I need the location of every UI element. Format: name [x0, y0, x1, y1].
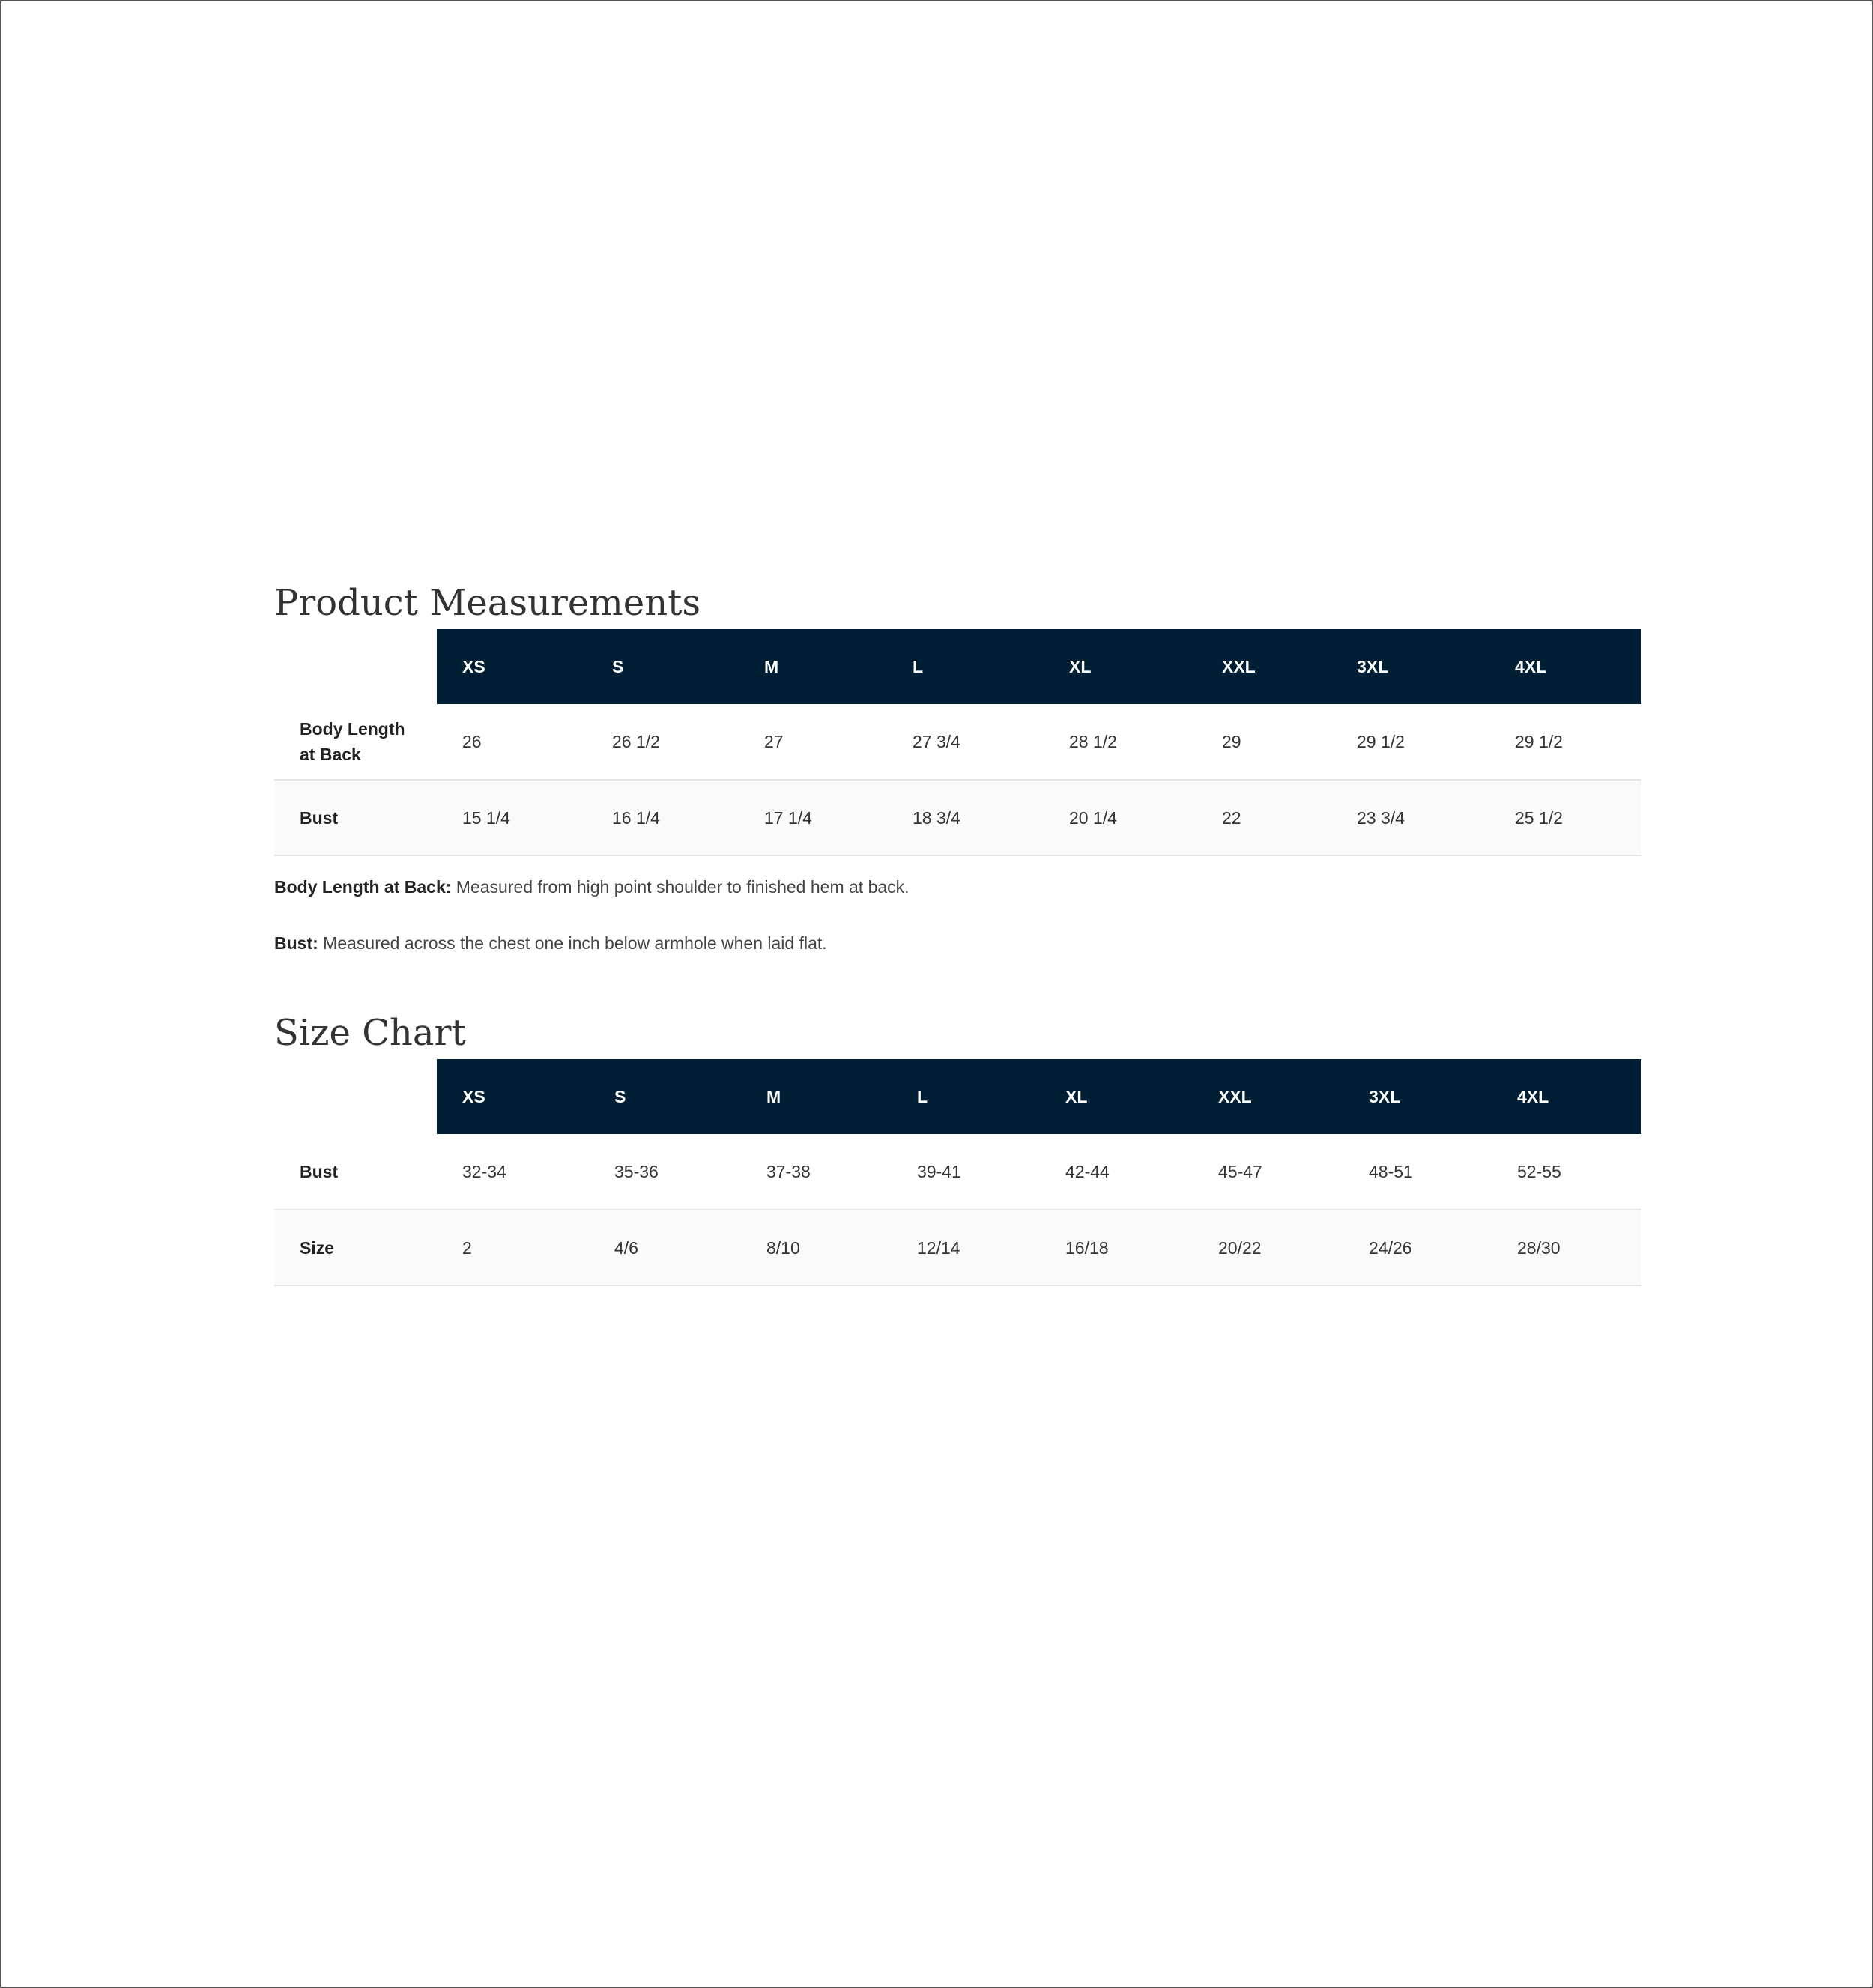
- table-cell: 28 1/2: [1044, 704, 1196, 780]
- size-header-row: [274, 629, 1641, 704]
- table-cell: 2: [437, 1210, 589, 1285]
- size-chart-table: [274, 1059, 1641, 1286]
- note-body-length: [274, 874, 1641, 900]
- size-header-s: S: [589, 1059, 741, 1134]
- size-header-row: [274, 1059, 1641, 1134]
- table-cell: 20/22: [1193, 1210, 1343, 1285]
- size-header-3xl: 3XL: [1331, 629, 1489, 704]
- product-measurements-title: Product Measurements: [274, 582, 701, 624]
- table-cell: 27 3/4: [887, 704, 1044, 780]
- table-cell: 12/14: [892, 1210, 1040, 1285]
- table-cell: 15 1/4: [437, 780, 587, 855]
- table-cell: 25 1/2: [1489, 780, 1641, 855]
- note-term: Body Length at Back:: [274, 877, 452, 897]
- table-cell: 8/10: [741, 1210, 892, 1285]
- table-cell: 23 3/4: [1331, 780, 1489, 855]
- table-cell: 48-51: [1343, 1134, 1492, 1210]
- header-corner-cell: [274, 1059, 437, 1134]
- row-label-body-length: Body Length at Back: [274, 704, 437, 780]
- table-cell: 16 1/4: [587, 780, 739, 855]
- table-cell: 35-36: [589, 1134, 741, 1210]
- size-header-s: S: [587, 629, 739, 704]
- size-header-l: L: [892, 1059, 1040, 1134]
- product-measurements-table: [274, 629, 1641, 856]
- table-cell: 39-41: [892, 1134, 1040, 1210]
- table-row: [274, 1210, 1641, 1285]
- table-cell: 20 1/4: [1044, 780, 1196, 855]
- table-cell: 29 1/2: [1331, 704, 1489, 780]
- table-cell: 27: [739, 704, 887, 780]
- size-chart-title: Size Chart: [274, 1012, 466, 1054]
- table-cell: 45-47: [1193, 1134, 1343, 1210]
- table-cell: 29: [1196, 704, 1331, 780]
- table-cell: 26 1/2: [587, 704, 739, 780]
- header-corner-cell: [274, 629, 437, 704]
- table-cell: 28/30: [1492, 1210, 1641, 1285]
- row-label-bust: Bust: [274, 1134, 437, 1210]
- table-cell: 17 1/4: [739, 780, 887, 855]
- size-header-xxl: XXL: [1196, 629, 1331, 704]
- row-label-size: Size: [274, 1210, 437, 1285]
- size-header-m: M: [741, 1059, 892, 1134]
- size-header-xxl: XXL: [1193, 1059, 1343, 1134]
- size-header-4xl: 4XL: [1489, 629, 1641, 704]
- size-header-3xl: 3XL: [1343, 1059, 1492, 1134]
- table-cell: 22: [1196, 780, 1331, 855]
- size-header-xs: XS: [437, 629, 587, 704]
- table-cell: 37-38: [741, 1134, 892, 1210]
- note-text: Measured from high point shoulder to finished hem at back.: [451, 877, 910, 897]
- size-header-xl: XL: [1040, 1059, 1193, 1134]
- table-row: [274, 1134, 1641, 1210]
- size-guide: [274, 577, 1641, 1286]
- size-header-m: M: [739, 629, 887, 704]
- size-header-xl: XL: [1044, 629, 1196, 704]
- table-cell: 16/18: [1040, 1210, 1193, 1285]
- size-header-4xl: 4XL: [1492, 1059, 1641, 1134]
- note-bust: [274, 930, 1641, 956]
- size-header-xs: XS: [437, 1059, 589, 1134]
- table-cell: 26: [437, 704, 587, 780]
- table-cell: 32-34: [437, 1134, 589, 1210]
- table-cell: 18 3/4: [887, 780, 1044, 855]
- table-cell: 4/6: [589, 1210, 741, 1285]
- note-text: Measured across the chest one inch below armhole when laid flat.: [318, 933, 827, 953]
- size-header-l: L: [887, 629, 1044, 704]
- row-label-bust: Bust: [274, 780, 437, 855]
- table-cell: 42-44: [1040, 1134, 1193, 1210]
- table-cell: 29 1/2: [1489, 704, 1641, 780]
- table-cell: 24/26: [1343, 1210, 1492, 1285]
- table-cell: 52-55: [1492, 1134, 1641, 1210]
- note-term: Bust:: [274, 933, 318, 953]
- table-row: [274, 704, 1641, 780]
- measurement-notes: [274, 874, 1641, 956]
- table-row: [274, 780, 1641, 855]
